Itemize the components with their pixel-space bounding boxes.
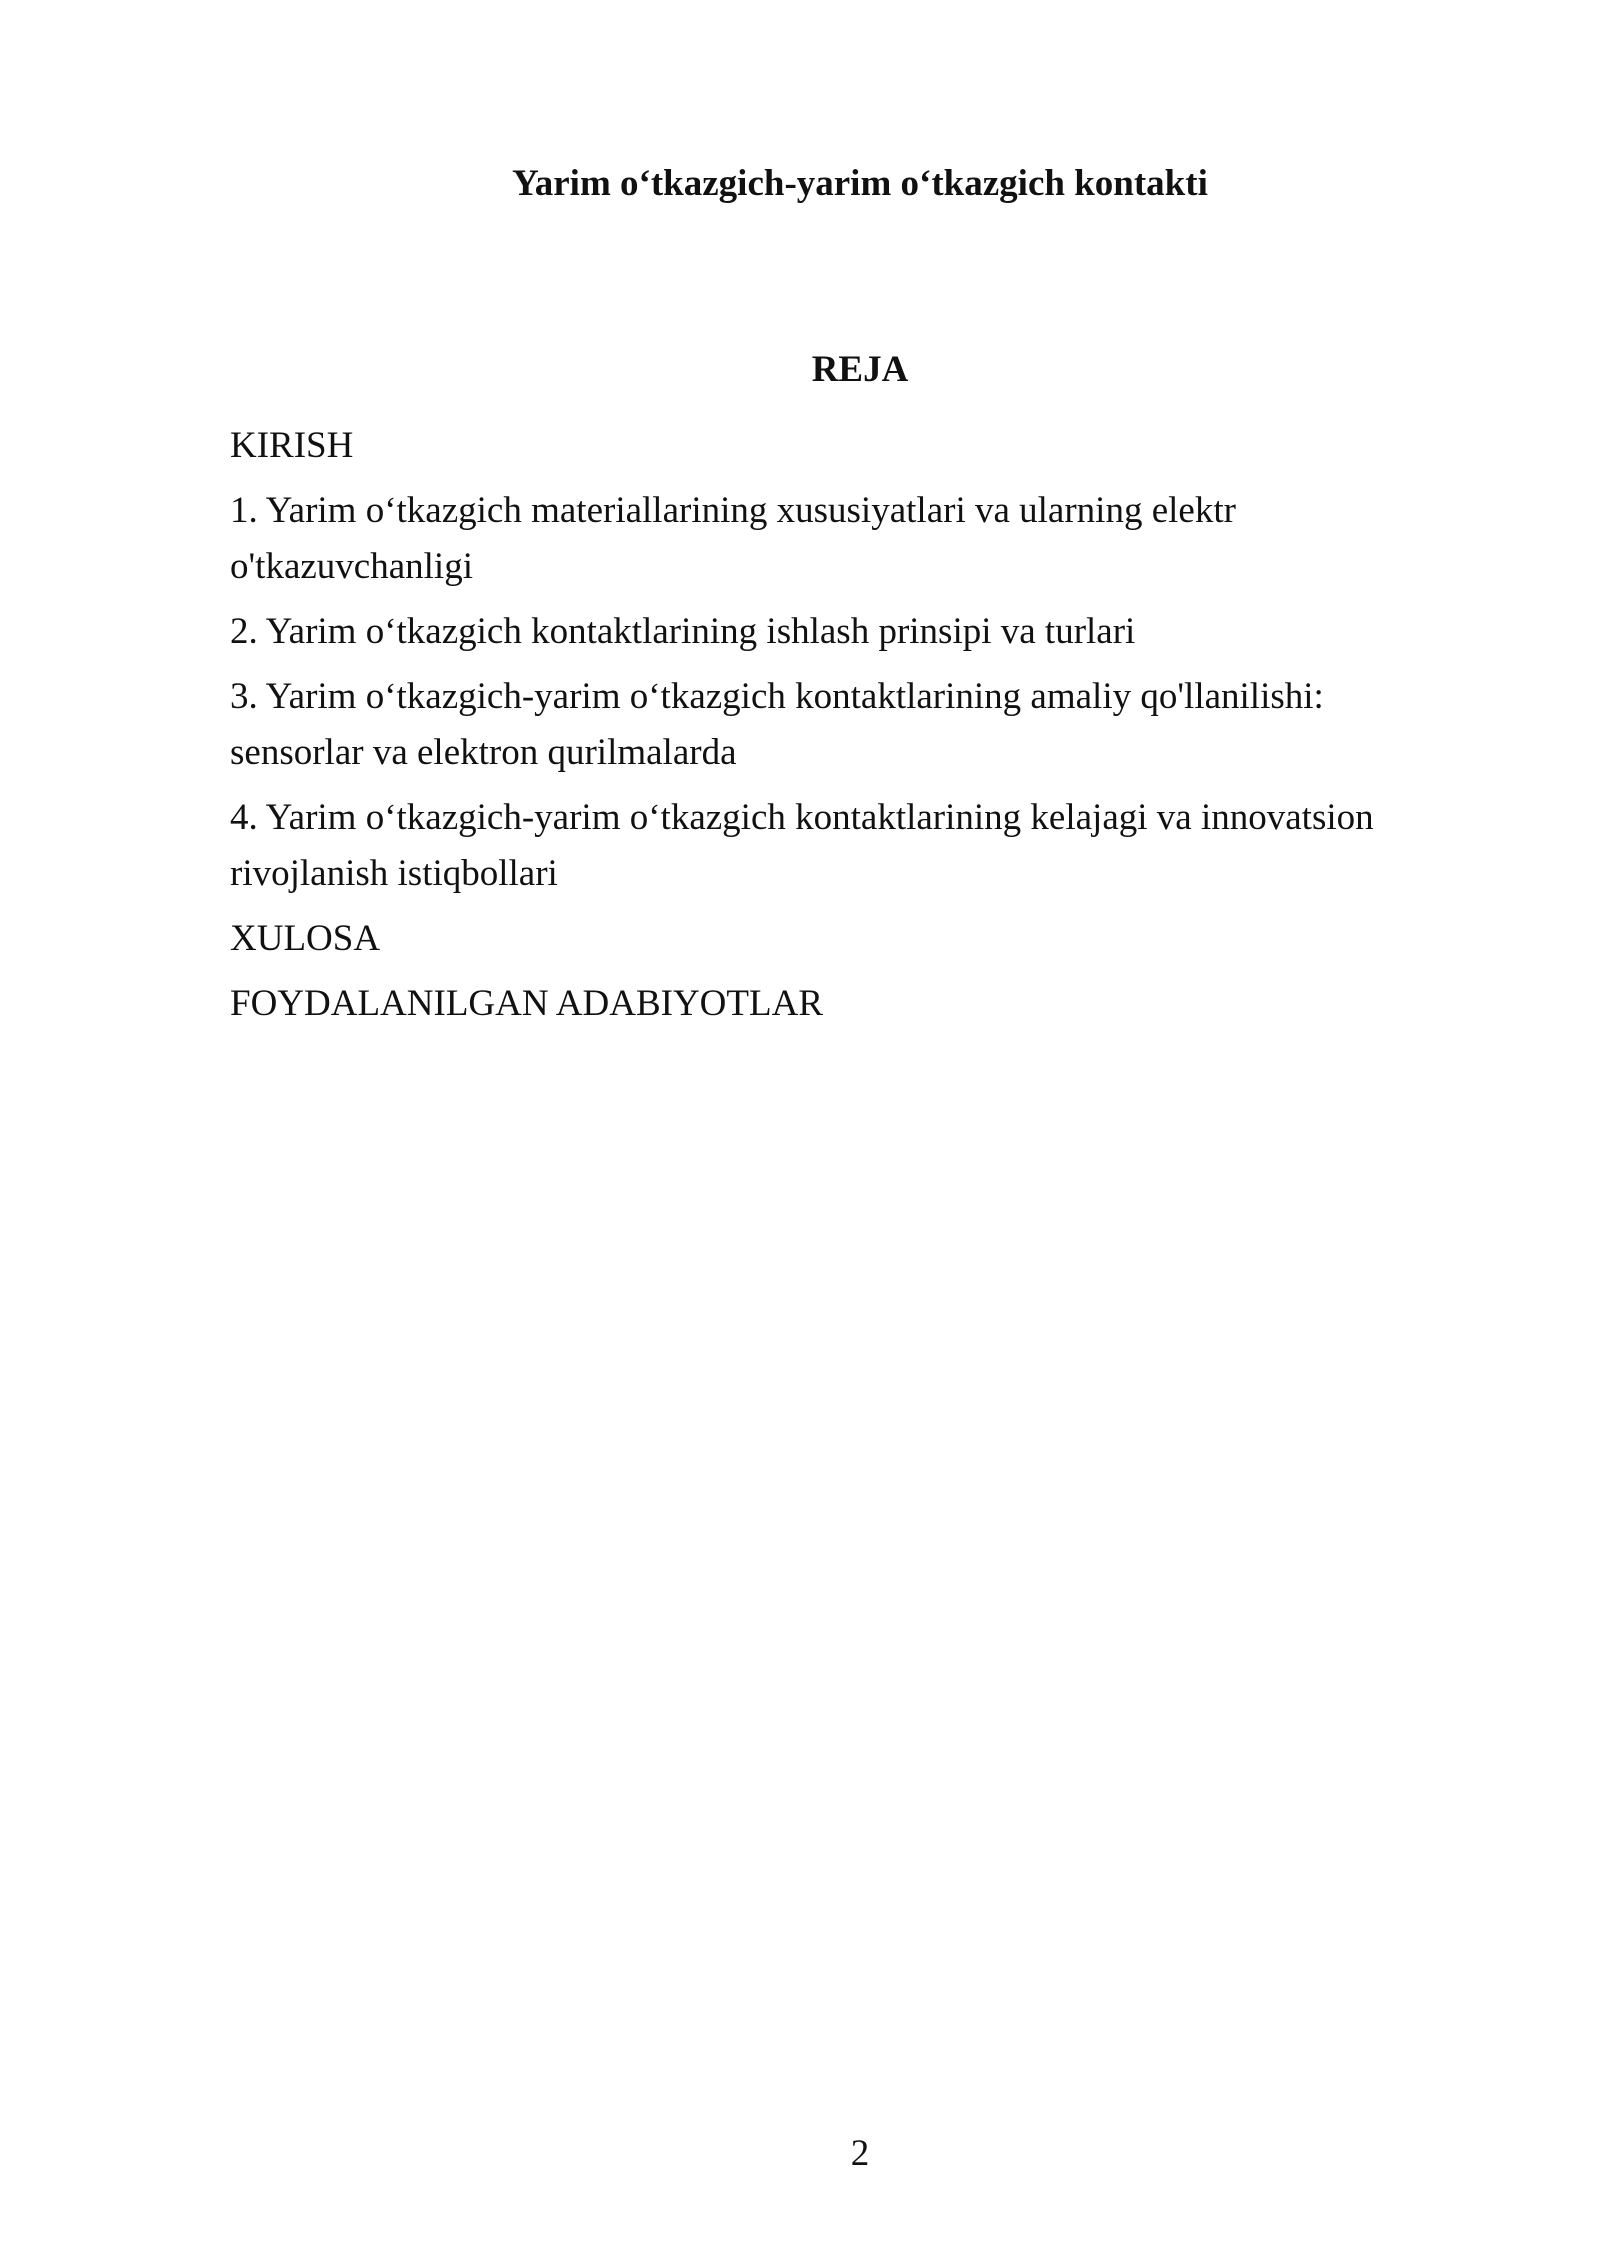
plan-list	[230, 418, 1440, 1041]
plan-item-conclusion: XULOSA	[230, 918, 381, 959]
document-title: Yarim o‘tkazgich-yarim o‘tkazgich kontakti	[512, 163, 1208, 204]
plan-item-introduction: KIRISH	[230, 425, 354, 466]
plan-item-3: 3. Yarim o‘tkazgich-yarim o‘tkazgich kontaktlarining amaliy qo'llanilishi: sensorlar va elektron qurilmalarda	[230, 676, 1324, 773]
plan-item-references: FOYDALANILGAN ADABIYOTLAR	[230, 983, 823, 1024]
plan-heading: REJA	[811, 349, 909, 390]
plan-item-1: 1. Yarim o‘tkazgich materiallarining xususiyatlari va ularning elektr o'tkazuvchanligi	[230, 490, 1236, 587]
plan-item-2: 2. Yarim o‘tkazgich kontaktlarining ishlash prinsipi va turlari	[230, 611, 1136, 652]
page-number: 2	[850, 2133, 870, 2174]
plan-item-4: 4. Yarim o‘tkazgich-yarim o‘tkazgich kontaktlarining kelajagi va innovatsion rivojlanish istiqbollari	[230, 797, 1374, 894]
